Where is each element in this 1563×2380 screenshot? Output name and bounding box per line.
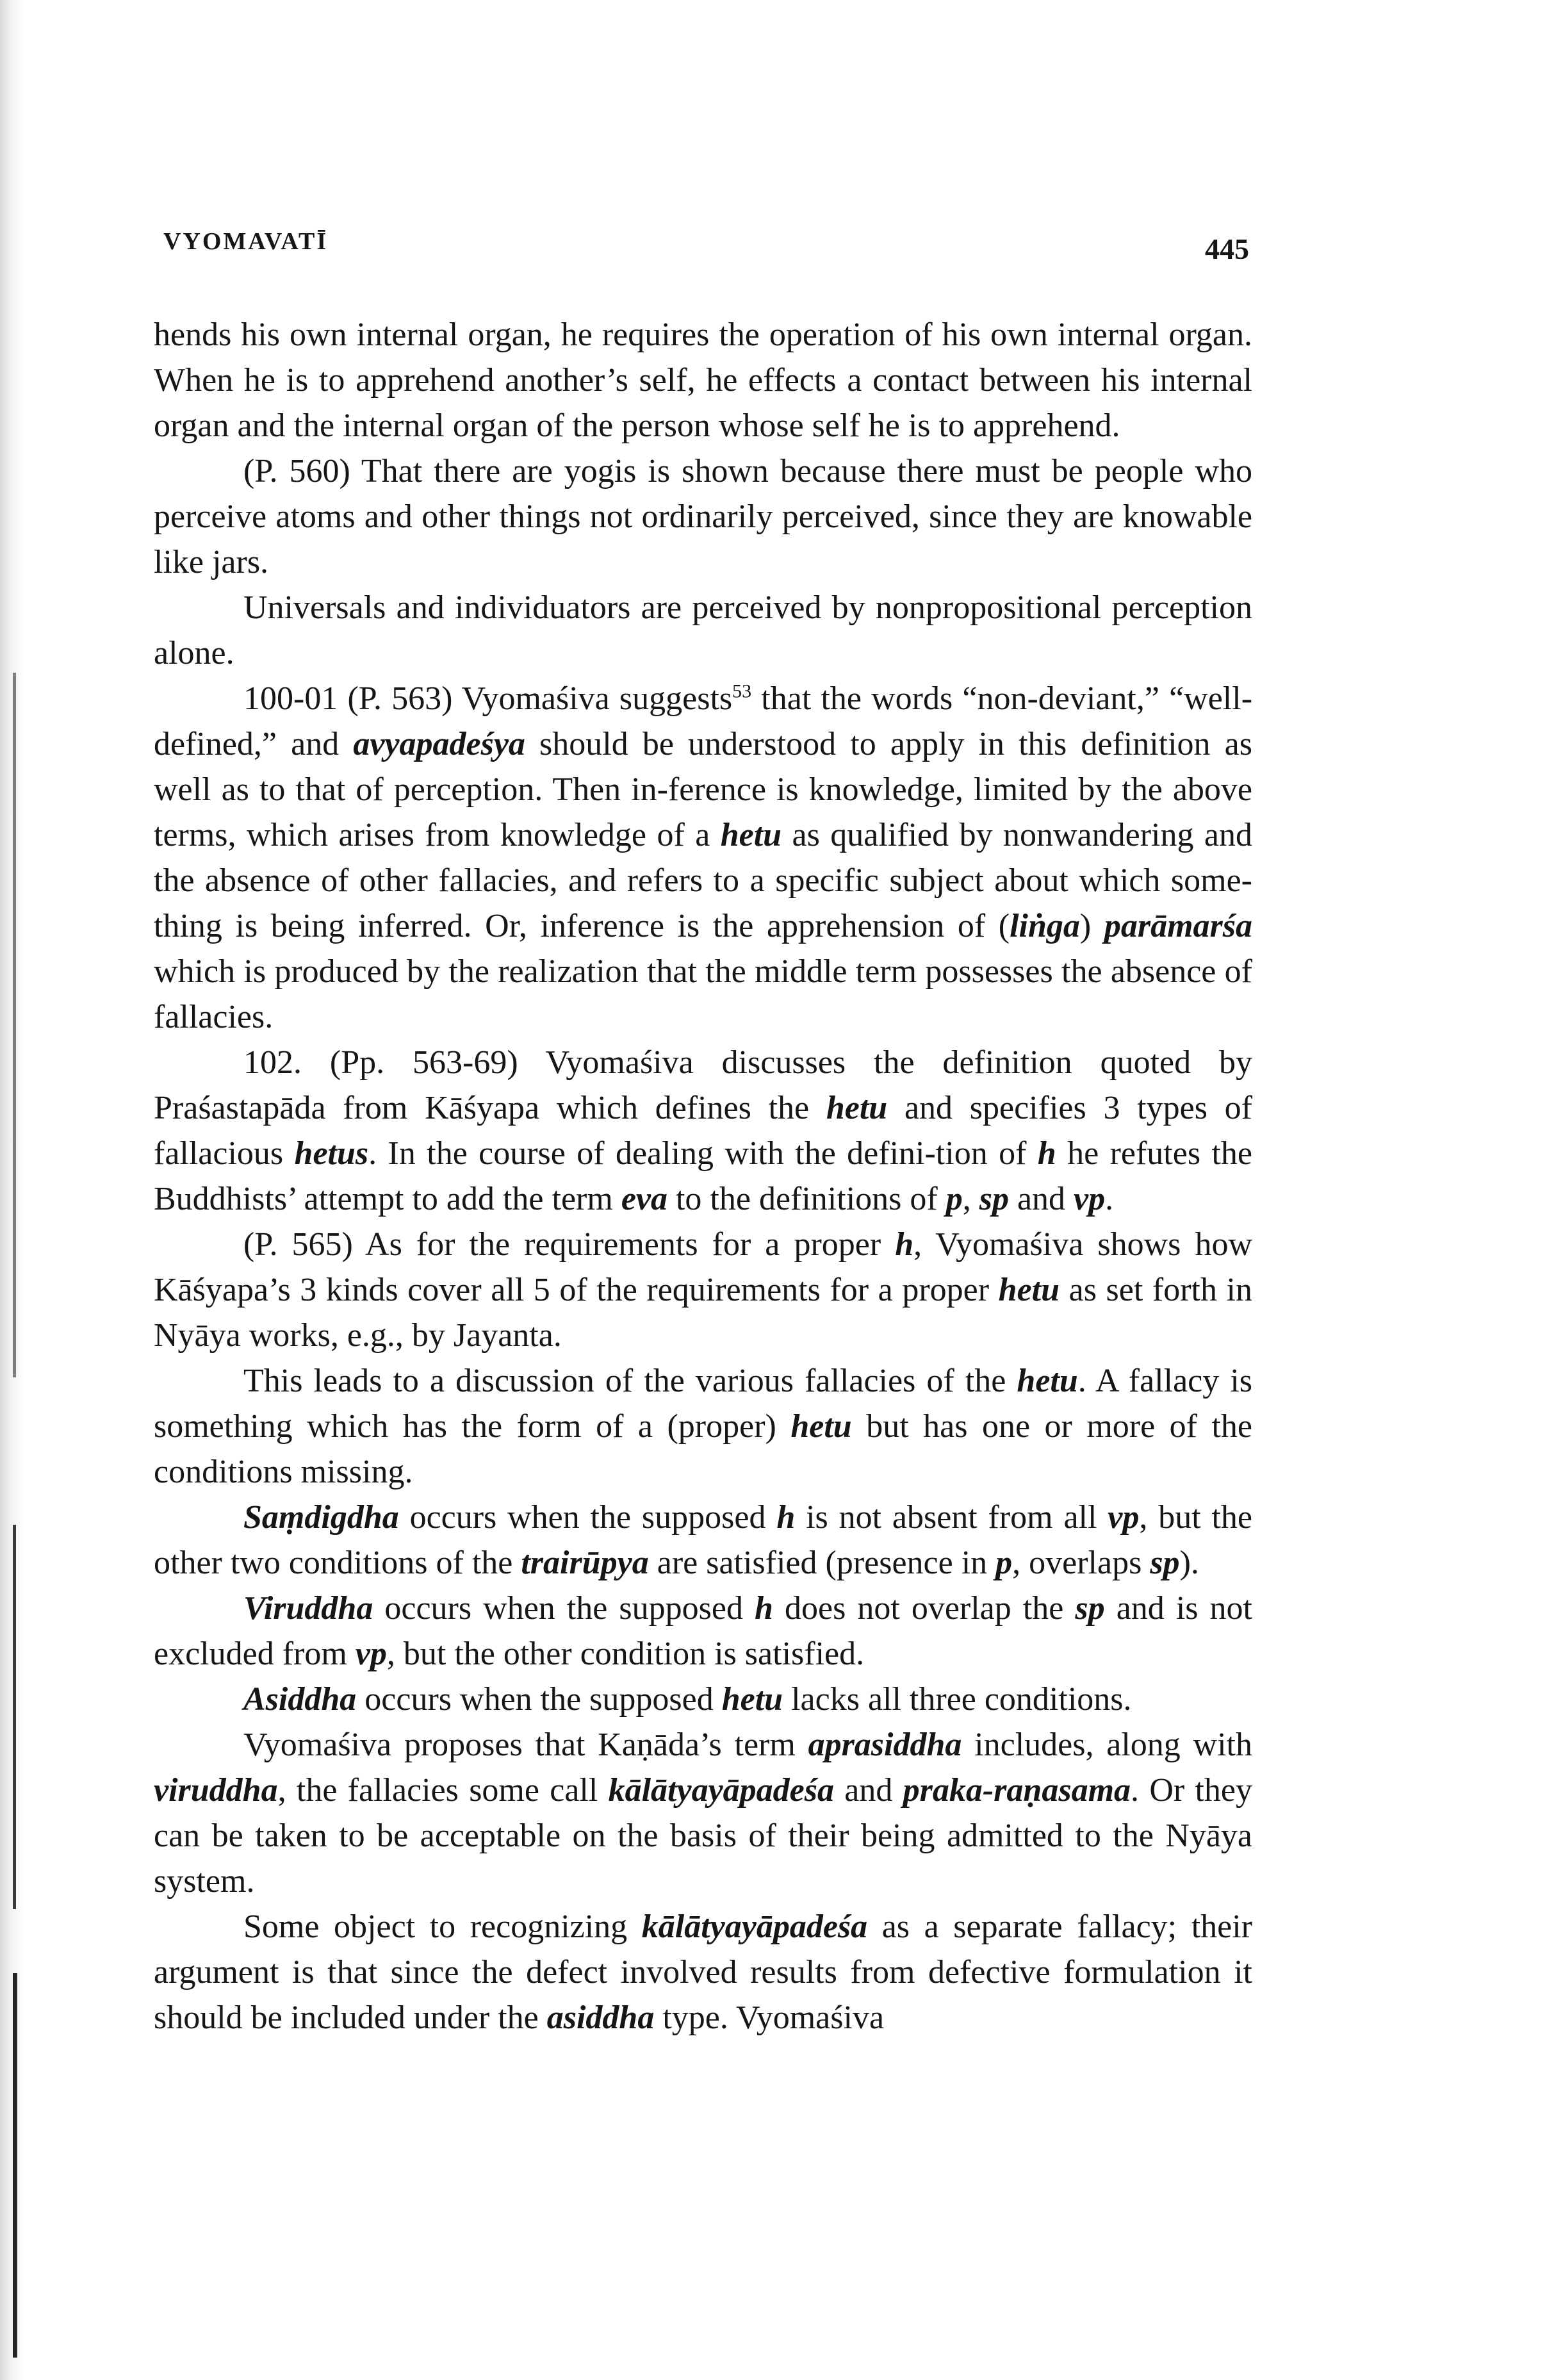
italic-term: kālātyayāpadeśa: [608, 1772, 834, 1809]
italic-term: sp: [1150, 1545, 1180, 1581]
paragraph: hends his own internal organ, he requires the operation of his own internal organ. When he is to apprehend another’s self, he effects a contact between his internal organ and the internal organ of the person whose self he is to apprehend.: [154, 316, 1252, 444]
running-head: VYOMAVATĪ: [163, 228, 329, 255]
italic-term: hetu: [1017, 1363, 1078, 1399]
paragraph: Saṃdigdha occurs when the supposed h is not absent from all vp, but the other two conditions of the trairūpya are satisfied (presence in p, overlaps sp).: [154, 1499, 1252, 1581]
paragraph: Universals and individuators are perceived by nonpropositional perception alone.: [154, 589, 1252, 671]
paragraph: 102. (Pp. 563-69) Vyomaśiva discusses the definition quoted by Praśastapāda from Kāśyapa which defines the hetu and specifies 3 types of fallacious hetus. In the course of dealing with the defini-tion of h he refutes the Buddhists’ attempt to add the term eva to the definitions of p, sp and vp.: [154, 1044, 1252, 1217]
italic-term: vp: [1108, 1499, 1140, 1536]
paragraph: Viruddha occurs when the supposed h does not overlap the sp and is not excluded from vp, but the other condition is satisfied.: [154, 1590, 1252, 1672]
page-number: 445: [1205, 233, 1249, 265]
italic-term: p: [995, 1545, 1013, 1581]
paragraph: (P. 560) That there are yogis is shown because there must be people who perceive atoms and other things not ordinarily perceived, since they are knowable like jars.: [154, 453, 1252, 580]
italic-term: kālātyayāpadeśa: [641, 1908, 868, 1945]
italic-term: parāmarśa: [1104, 908, 1252, 944]
italic-term: vp: [1074, 1181, 1106, 1217]
italic-term: h: [776, 1499, 796, 1536]
italic-term: hetu: [826, 1090, 888, 1126]
italic-term: Viruddha: [243, 1590, 373, 1627]
italic-term: trairūpya: [521, 1545, 649, 1581]
italic-term: hetus: [294, 1135, 369, 1172]
paragraph: This leads to a discussion of the various fallacies of the hetu. A fallacy is something which has the form of a (proper) hetu but has one or more of the conditions missing.: [154, 1363, 1253, 1490]
paragraph: (P. 565) As for the requirements for a proper h, Vyomaśiva shows how Kāśyapa’s 3 kinds cover all 5 of the requirements for a proper hetu as set forth in Nyāya works, e.g., by Jayanta.: [154, 1226, 1252, 1354]
footnote-ref: 53: [732, 680, 752, 702]
scan-edge-shadow: [0, 0, 38, 2380]
italic-term: hetu: [720, 817, 782, 853]
italic-term: hetu: [790, 1408, 852, 1445]
italic-term: aprasiddha: [808, 1727, 962, 1763]
italic-term: Saṃdigdha: [243, 1499, 399, 1536]
italic-term: hetu: [721, 1681, 783, 1718]
italic-term: Asiddha: [243, 1681, 357, 1718]
italic-term: praka-raṇasama: [903, 1772, 1131, 1809]
italic-term: vp: [355, 1636, 387, 1672]
italic-term: hetu: [998, 1272, 1060, 1308]
italic-term: sp: [979, 1181, 1009, 1217]
paragraph: 100-01 (P. 563) Vyomaśiva suggests$^{53}$ that the words “non-deviant,” “well-defined,” and avyapadeśya should be understood to apply in this definition as well as to that of perception. Then in-ference is knowledge, limited by the above terms, which arises from knowledge of a hetu as qualified by nonwandering and the absence of other fallacies, and refers to a specific subject about which some-thing is being inferred. Or, inference is the apprehension of (liṅga) parāmarśa which is produced by the realization that the middle term possesses the absence of fallacies.: [154, 680, 1253, 1035]
italic-term: avyapadeśya: [353, 726, 525, 762]
italic-term: asiddha: [546, 1999, 655, 2036]
italic-term: h: [755, 1590, 773, 1627]
paragraph: Vyomaśiva proposes that Kaṇāda’s term aprasiddha includes, along with viruddha, the fallacies some call kālātyayāpadeśa and praka-raṇasama. Or they can be taken to be acceptable on the basis of their being admitted to the Nyāya system.: [154, 1727, 1252, 1900]
body-text: [154, 312, 1252, 2040]
paragraph: Asiddha occurs when the supposed hetu lacks all three conditions.: [243, 1681, 1132, 1718]
paragraph: Some object to recognizing kālātyayāpadeśa as a separate fallacy; their argument is that since the defect involved results from defective formulation it should be included under the asiddha type. Vyomaśiva: [154, 1908, 1252, 2036]
italic-term: liṅga: [1010, 908, 1080, 944]
scan-edge-line: [13, 1973, 17, 2358]
italic-term: eva: [621, 1181, 667, 1217]
italic-term: sp: [1075, 1590, 1105, 1627]
italic-term: h: [1037, 1135, 1056, 1172]
italic-term: h: [895, 1226, 914, 1263]
italic-term: p: [945, 1181, 963, 1217]
scan-edge-line: [13, 673, 16, 1377]
scan-edge-line: [13, 1525, 16, 1909]
italic-term: viruddha: [154, 1772, 278, 1809]
